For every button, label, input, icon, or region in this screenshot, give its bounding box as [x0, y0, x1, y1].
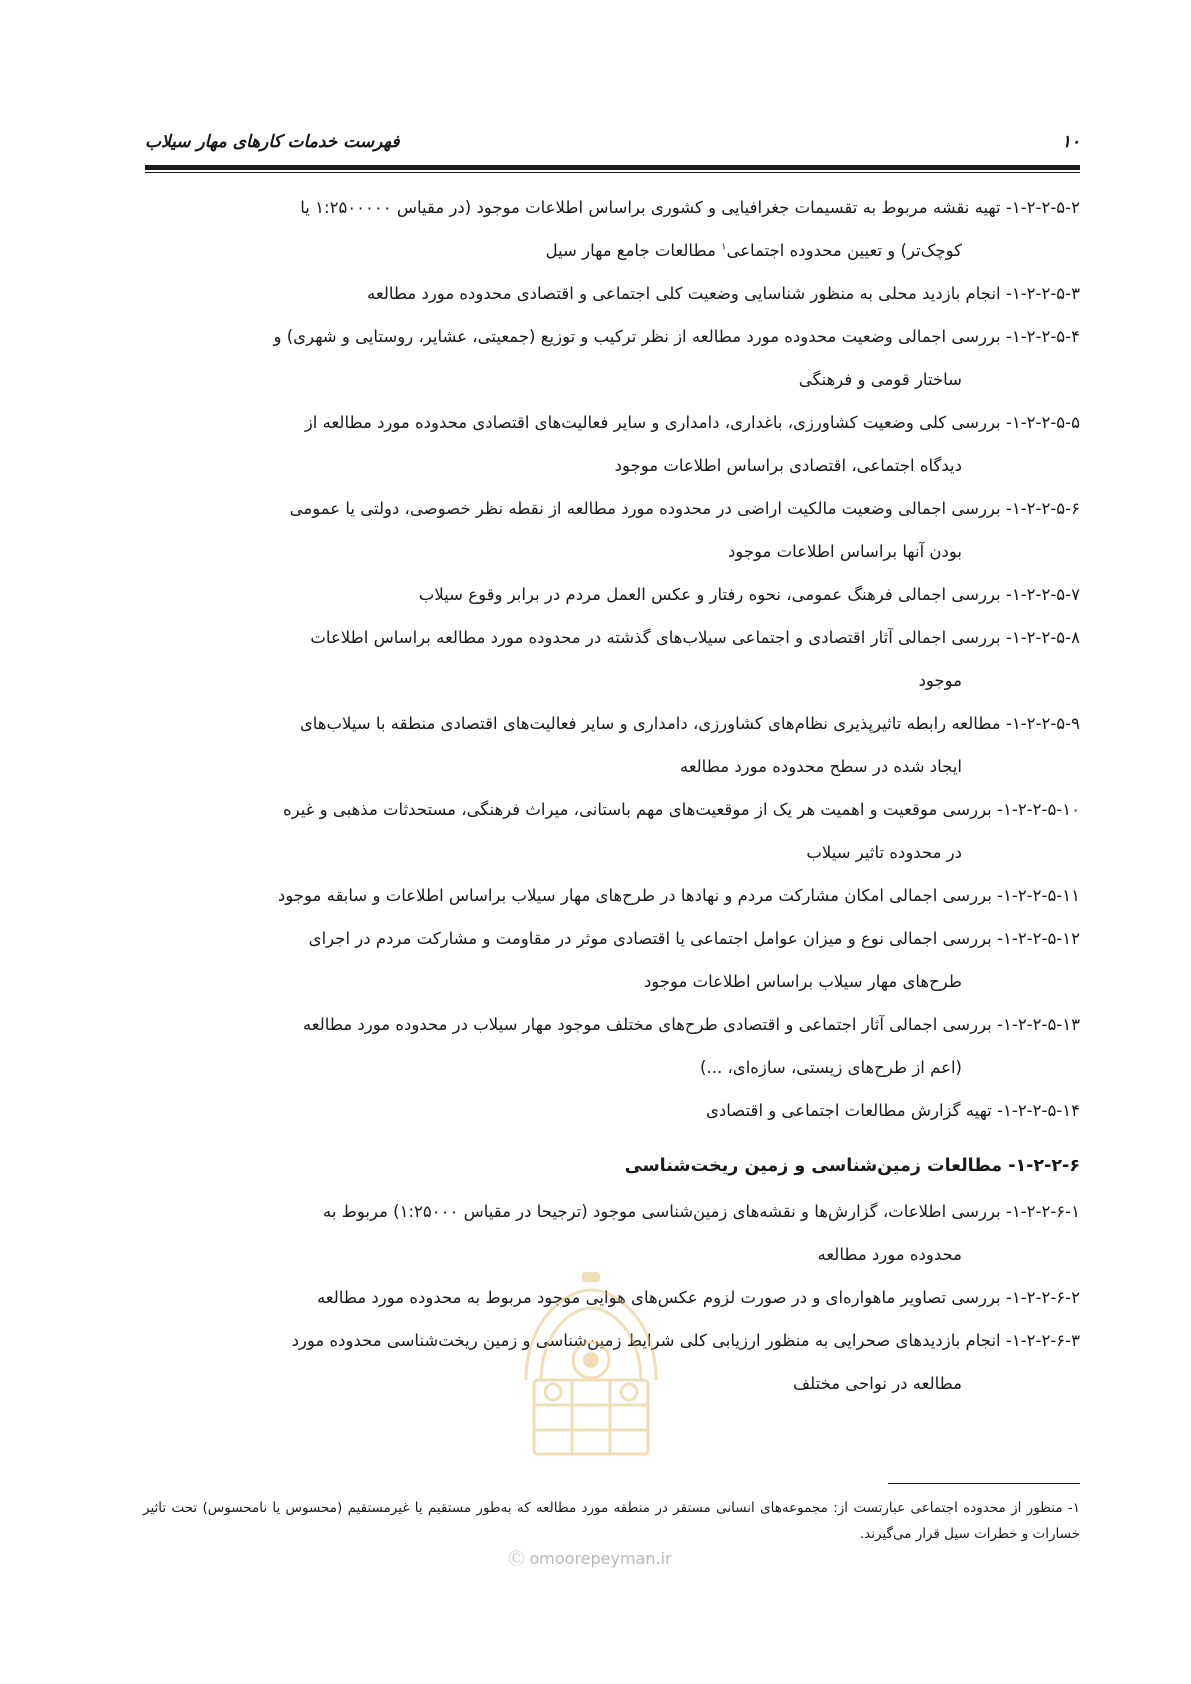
watermark-url — [490, 1546, 690, 1569]
at-icon: Ⓒ — [508, 1549, 525, 1568]
item-text: بررسی اجمالی امکان مشارکت مردم و نهادها در طرح‌های مهار سیلاب براساس اطلاعات و سابقه موجود — [277, 886, 992, 905]
item-continuation-text: کوچک‌تر) و تعیین محدوده اجتماعی — [726, 241, 962, 260]
item-number: ۱-۲-۲-۶-۳- — [1005, 1331, 1080, 1350]
item-number: ۱-۲-۲-۵-۸- — [1005, 628, 1080, 647]
list-item — [143, 702, 1080, 788]
page-number: ۱۰ — [1061, 132, 1080, 152]
item-text: بررسی اجمالی فرهنگ عمومی، نحوه رفتار و عکس العمل مردم در برابر وقوع سیلاب — [418, 585, 1001, 604]
item-text: بررسی اجمالی وضعیت مالکیت اراضی در محدوده مورد مطالعه از نقطه نظر خصوصی، دولتی یا عمومی — [289, 499, 1001, 518]
header-rule — [145, 165, 1080, 170]
list-item — [143, 874, 1080, 917]
list-item — [143, 186, 1080, 272]
item-text: بررسی اجمالی آثار اقتصادی و اجتماعی سیلاب‌های گذشته در محدوده مورد مطالعه براساس اطلاعات — [310, 628, 1001, 647]
body-content — [143, 186, 1080, 1405]
page-header — [145, 128, 1080, 164]
item-number: ۱-۲-۲-۵-۱۰- — [997, 800, 1080, 819]
footnote-mark: ۱ — [721, 241, 727, 253]
item-continuation: ساختار قومی و فرهنگی — [798, 370, 962, 389]
item-text: تهیه نقشه مربوط به تقسیمات جغرافیایی و کشوری براساس اطلاعات موجود (در مقیاس ۱:۲۵۰۰۰۰۰ یا — [300, 198, 1001, 217]
item-number: ۱-۲-۲-۵-۱۴- — [997, 1101, 1080, 1120]
item-number: ۱-۲-۲-۵-۱۳- — [997, 1015, 1080, 1034]
item-continuation: مطالعه در نواحی مختلف — [793, 1374, 962, 1393]
item-number: ۱-۲-۲-۵-۷- — [1005, 585, 1080, 604]
list-item — [143, 1003, 1080, 1089]
item-number: ۱-۲-۲-۵-۳- — [1005, 284, 1080, 303]
item-text: تهیه گزارش مطالعات اجتماعی و اقتصادی — [705, 1101, 992, 1120]
item-number: ۱-۲-۲-۶-۲- — [1005, 1288, 1080, 1307]
item-text: مطالعه رابطه تاثیرپذیری نظام‌های کشاورزی، دامداری و سایر فعالیت‌های اقتصادی منطقه با سیلاب‌های — [299, 714, 1001, 733]
item-continuation: دیدگاه اجتماعی، اقتصادی براساس اطلاعات موجود — [614, 456, 962, 475]
item-number: ۱-۲-۲-۵-۱۲- — [997, 929, 1080, 948]
item-continuation: ایجاد شده در سطح محدوده مورد مطالعه — [679, 757, 962, 776]
item-continuation: در محدوده تاثیر سیلاب — [806, 843, 962, 862]
list-item — [143, 917, 1080, 1003]
list-item — [143, 573, 1080, 616]
item-continuation — [143, 229, 1080, 272]
header-rule-thin — [145, 172, 1080, 173]
list-item — [143, 1089, 1080, 1132]
item-number: ۱-۲-۲-۵-۴- — [1005, 327, 1080, 346]
item-number: ۱-۲-۲-۵-۵- — [1005, 413, 1080, 432]
item-number: ۱-۲-۲-۵-۱۱- — [997, 886, 1080, 905]
item-continuation: موجود — [918, 671, 962, 690]
item-continuation-text: مطالعات جامع مهار سیل — [545, 241, 722, 260]
item-continuation: (اعم از طرح‌های زیستی، سازه‌ای، ...) — [700, 1058, 962, 1077]
list-item — [143, 315, 1080, 401]
item-text: بررسی موقعیت و اهمیت هر یک از موقعیت‌های مهم باستانی، میراث فرهنگی، مستحدثات مذهبی و غیره — [283, 800, 992, 819]
item-text: انجام بازدید محلی به منظور شناسایی وضعیت کلی اجتماعی و اقتصادی محدوده مورد مطالعه — [367, 284, 1001, 303]
item-number: ۱-۲-۲-۵-۲- — [1005, 198, 1080, 217]
list-item — [143, 272, 1080, 315]
item-number: ۱-۲-۲-۵-۶- — [1005, 499, 1080, 518]
item-number: ۱-۲-۲-۵-۹- — [1005, 714, 1080, 733]
list-item — [143, 401, 1080, 487]
list-item — [143, 487, 1080, 573]
section-title: مطالعات زمین‌شناسی و زمین ریخت‌شناسی — [624, 1156, 1003, 1176]
footnote: ۱- منظور از محدوده اجتماعی عبارتست از: مجموعه‌های انسانی مستقر در منطقه مورد مطالعه که به‌طور مستقیم یا غیرمستقیم (محسوس یا نامحسوس) تحت تاثیر خسارات و خطرات سیل قرار می‌گیرند. — [143, 1500, 1080, 1542]
item-text: بررسی اجمالی آثار اجتماعی و اقتصادی طرح‌های مختلف موجود مهار سیلاب در محدوده مورد مطالعه — [302, 1015, 992, 1034]
item-text: بررسی اطلاعات، گزارش‌ها و نقشه‌های زمین‌شناسی موجود (ترجیحا در مقیاس ۱:۲۵۰۰۰) مربوط به — [322, 1202, 1001, 1221]
footnote-rule — [888, 1483, 1080, 1484]
item-continuation: محدوده مورد مطالعه — [817, 1245, 962, 1264]
item-text: انجام بازدیدهای صحرایی به منظور ارزیابی کلی شرایط زمین‌شناسی و زمین ریخت‌شناسی محدوده مورد — [291, 1331, 1001, 1350]
item-text: بررسی اجمالی وضعیت محدوده مورد مطالعه از نظر ترکیب و توزیع (جمعیتی، عشایر، روستایی و شهری) و — [273, 327, 1001, 346]
item-text: بررسی اجمالی نوع و میزان عوامل اجتماعی یا اقتصادی موثر در مقاومت و مشارکت مردم در اجرای — [308, 929, 992, 948]
item-text: بررسی کلی وضعیت کشاورزی، باغداری، دامداری و سایر فعالیت‌های اقتصادی محدوده مورد مطالعه از — [304, 413, 1001, 432]
section-number: ۱-۲-۲-۶- — [1008, 1156, 1080, 1176]
item-continuation: طرح‌های مهار سیلاب براساس اطلاعات موجود — [643, 972, 962, 991]
running-title: فهرست خدمات کارهای مهار سیلاب — [145, 132, 400, 152]
item-number: ۱-۲-۲-۶-۱- — [1005, 1202, 1080, 1221]
list-item — [143, 616, 1080, 702]
watermark-url-text: omoorepeyman.ir — [529, 1549, 672, 1568]
watermark-seal — [486, 1260, 696, 1470]
section-heading — [143, 1142, 1080, 1190]
item-text: بررسی تصاویر ماهواره‌ای و در صورت لزوم عکس‌های هوایی موجود مربوط به محدوده مورد مطالعه — [316, 1288, 1001, 1307]
item-continuation: بودن آنها براساس اطلاعات موجود — [727, 542, 962, 561]
list-item — [143, 788, 1080, 874]
